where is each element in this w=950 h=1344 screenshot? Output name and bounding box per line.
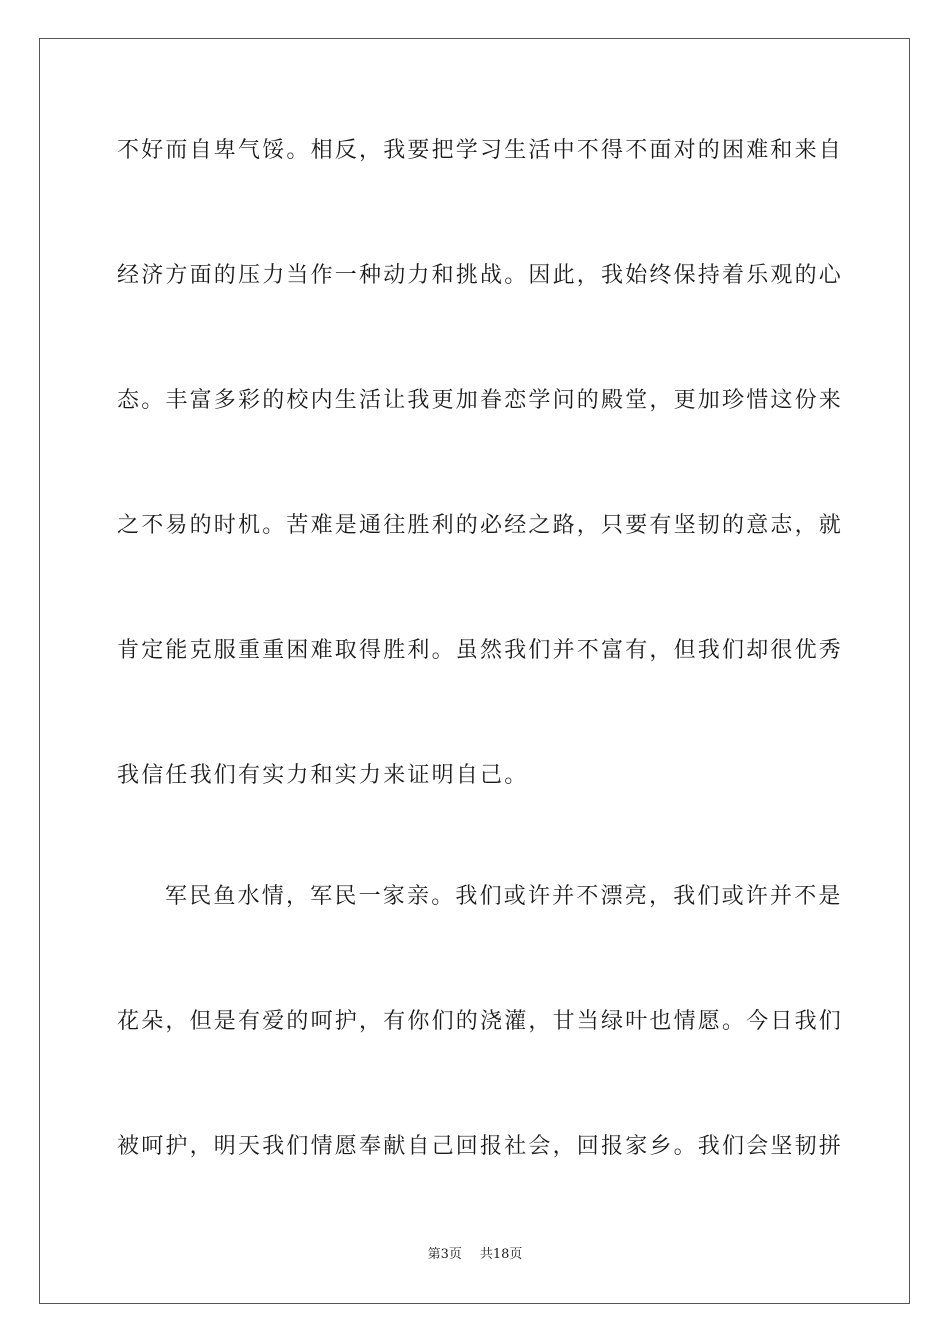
- page-number: 第3页: [427, 1247, 462, 1262]
- paragraph-line: 花朵，但是有爱的呵护，有你们的浇灌，甘当绿叶也情愿。今日我们: [117, 1009, 844, 1034]
- paragraph-line: 我信任我们有实力和实力来证明自己。: [117, 763, 529, 788]
- paragraph-line: 不好而自卑气馁。相反，我要把学习生活中不得不面对的困难和来自: [117, 138, 844, 163]
- paragraph-line: 态。丰富多彩的校内生活让我更加眷恋学问的殿堂，更加珍惜这份来: [117, 388, 844, 413]
- paragraph-line: 肯定能克服重重困难取得胜利。虽然我们并不富有，但我们却很优秀: [117, 638, 844, 663]
- paragraph-line: 之不易的时机。苦难是通往胜利的必经之路，只要有坚韧的意志，就: [117, 513, 844, 538]
- paragraph-line: 经济方面的压力当作一种动力和挑战。因此，我始终保持着乐观的心: [117, 263, 844, 288]
- page-footer: [0, 1246, 950, 1264]
- paragraph-line: 被呵护，明天我们情愿奉献自己回报社会，回报家乡。我们会坚韧拼: [117, 1134, 844, 1159]
- page-total: 共18页: [479, 1247, 523, 1262]
- paragraph-line-indented: 军民鱼水情，军民一家亲。我们或许并不漂亮，我们或许并不是: [165, 884, 843, 909]
- page-frame: [39, 38, 910, 1304]
